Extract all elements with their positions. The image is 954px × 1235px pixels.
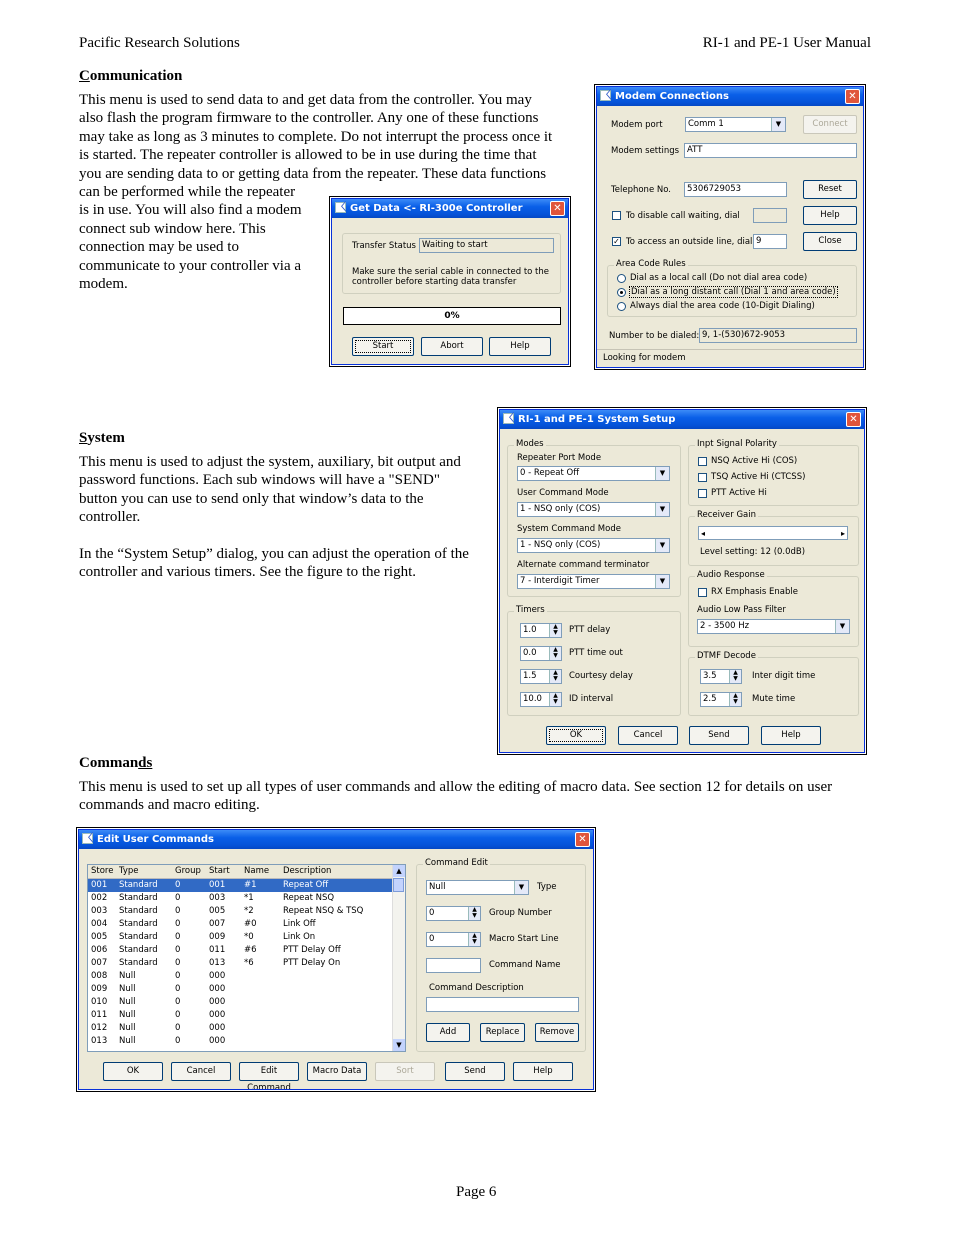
help-button[interactable]: Help — [761, 726, 821, 745]
help-button[interactable]: Help — [489, 337, 551, 356]
table-row[interactable] — [88, 983, 393, 996]
table-row[interactable] — [88, 996, 393, 1009]
rx-emphasis-checkbox[interactable] — [698, 588, 707, 597]
gain-level-text: Level setting: 12 (0.0dB) — [700, 547, 806, 557]
cell-name: #1 — [244, 880, 257, 890]
cell-type: Null — [119, 1036, 136, 1046]
start-button[interactable]: Start — [352, 337, 414, 356]
communication-heading: Communication — [79, 68, 183, 84]
cell-store: 003 — [91, 906, 108, 916]
modem-settings-label: Modem settings — [611, 146, 680, 156]
cell-store: 010 — [91, 997, 108, 1007]
table-row[interactable] — [88, 931, 393, 944]
chevron-down-icon: ▼ — [655, 539, 669, 552]
cell-type: Null — [119, 984, 136, 994]
outside-line-label: To access an outside line, dial — [626, 237, 753, 247]
cell-name: *2 — [244, 906, 254, 916]
inter-digit-spinner[interactable]: 3.5 ▲ ▼ — [700, 669, 742, 684]
cell-store: 006 — [91, 945, 108, 955]
reset-button[interactable]: Reset — [803, 180, 857, 199]
modem-help-button[interactable]: Help — [803, 206, 857, 225]
system-heading: System — [79, 430, 125, 446]
remove-button[interactable]: Remove — [535, 1023, 579, 1042]
cell-store: 002 — [91, 893, 108, 903]
cell-group: 0 — [175, 919, 181, 929]
chevron-down-icon: ▼ — [514, 881, 528, 894]
progress-bar: 0% — [343, 307, 561, 325]
close-icon[interactable]: ✕ — [846, 412, 861, 427]
cell-type: Standard — [119, 906, 158, 916]
cell-name: #0 — [244, 919, 257, 929]
cell-store: 009 — [91, 984, 108, 994]
call-waiting-label: To disable call waiting, dial — [626, 211, 740, 221]
table-row[interactable] — [88, 957, 393, 970]
spin-arrows-icon[interactable]: ▲ ▼ — [468, 907, 480, 920]
modes-group-title: Modes — [516, 439, 544, 449]
abort-button[interactable]: Abort — [421, 337, 483, 356]
id-interval-spinner[interactable]: 10.0 ▲ ▼ — [520, 692, 562, 707]
cell-type: Null — [119, 1023, 136, 1033]
cell-group: 0 — [175, 971, 181, 981]
cell-description: PTT Delay Off — [283, 945, 341, 955]
header-right: RI-1 and PE-1 User Manual — [702, 35, 871, 51]
spin-arrows-icon[interactable]: ▲ ▼ — [729, 670, 741, 683]
edit-help-button[interactable]: Help — [513, 1062, 573, 1081]
cell-group: 0 — [175, 1010, 181, 1020]
cell-type: Standard — [119, 880, 158, 890]
lowpass-select[interactable]: 2 - 3500 Hz ▼ — [697, 619, 850, 634]
setup-dialog — [499, 409, 865, 753]
spin-arrows-icon[interactable]: ▲ ▼ — [468, 933, 480, 946]
cell-group: 0 — [175, 906, 181, 916]
scroll-left-icon[interactable]: ◂ — [701, 529, 706, 538]
spin-arrows-icon[interactable]: ▲ ▼ — [549, 670, 561, 683]
chevron-down-icon: ▼ — [655, 467, 669, 480]
macro-data-button[interactable]: Macro Data — [307, 1062, 367, 1081]
user-command-label: User Command Mode — [517, 488, 609, 498]
cell-group: 0 — [175, 893, 181, 903]
col-group[interactable]: Group — [175, 866, 201, 876]
modem-close-button[interactable]: Close — [803, 232, 857, 251]
table-row[interactable] — [88, 1035, 393, 1048]
cell-description: PTT Delay On — [283, 958, 341, 968]
modem-settings-field[interactable]: ATT — [684, 143, 857, 158]
gain-scrollbar[interactable] — [698, 526, 848, 540]
modem-dialog — [596, 86, 864, 368]
transfer-message: Make sure the serial cable in connected to the controller before starting data transfer — [352, 267, 550, 287]
command-description-field[interactable] — [426, 997, 579, 1012]
cell-start: 011 — [209, 945, 226, 955]
app-icon — [335, 202, 346, 213]
cell-store: 011 — [91, 1010, 108, 1020]
area-option-radio-2[interactable] — [617, 302, 626, 311]
app-icon — [503, 413, 514, 424]
number-dialed-field: 9, 1-(530)672-9053 — [699, 328, 857, 343]
cell-store: 013 — [91, 1036, 108, 1046]
cell-start: 000 — [209, 997, 226, 1007]
inter-digit-label: Inter digit time — [752, 671, 816, 681]
connect-button[interactable]: Connect — [803, 115, 857, 134]
send-button[interactable]: Send — [689, 726, 749, 745]
courtesy-delay-label: Courtesy delay — [569, 671, 633, 681]
table-row[interactable] — [88, 879, 393, 892]
area-option-label-0: Dial as a local call (Do not dial area code) — [630, 273, 808, 283]
rx-emphasis-label: RX Emphasis Enable — [711, 587, 798, 597]
spin-arrows-icon[interactable]: ▲ ▼ — [549, 693, 561, 706]
app-icon — [600, 90, 611, 101]
page-number: Page 6 — [456, 1184, 497, 1200]
ptt-active-checkbox[interactable] — [698, 489, 707, 498]
table-row[interactable] — [88, 1009, 393, 1022]
edit-command-button[interactable]: Edit Command — [239, 1062, 299, 1081]
chevron-down-icon: ▼ — [771, 118, 785, 131]
cell-description: Repeat Off — [283, 880, 329, 890]
col-store[interactable]: Store — [91, 866, 114, 876]
edit-ok-button[interactable]: OK — [103, 1062, 163, 1081]
cell-description: Repeat NSQ & TSQ — [283, 906, 364, 916]
cell-type: Standard — [119, 945, 158, 955]
edit-cancel-button[interactable]: Cancel — [171, 1062, 231, 1081]
alt-terminator-select[interactable]: 7 - Interdigit Timer ▼ — [517, 574, 670, 589]
transfer-status-field: Waiting to start — [419, 238, 554, 253]
ptt-delay-spinner[interactable]: 1.0 ▲ ▼ — [520, 623, 562, 638]
spin-arrows-icon[interactable]: ▲ ▼ — [549, 647, 561, 660]
table-row[interactable] — [88, 918, 393, 931]
macro-start-spinner[interactable]: 0 ▲ ▼ — [426, 932, 481, 947]
user-command-select[interactable]: 1 - NSQ only (COS) ▼ — [517, 502, 670, 517]
outside-line-field[interactable]: 9 — [753, 234, 787, 249]
telephone-field[interactable]: 5306729053 — [684, 182, 787, 197]
cell-store: 007 — [91, 958, 108, 968]
table-row[interactable] — [88, 905, 393, 918]
lowpass-label: Audio Low Pass Filter — [697, 605, 786, 615]
commands-list[interactable] — [87, 864, 406, 1052]
system-body: This menu is used to adjust the system, auxiliary, bit output and password functions. Each sub windows will have a "SEND" button you can use to send only that window’s data to the controller. In the “System Setup” dialog, you can adjust the operation of the controller and various timers. See the figure to the right. — [79, 454, 469, 581]
cell-start: 000 — [209, 971, 226, 981]
ptt-timeout-label: PTT time out — [569, 648, 623, 658]
header-left: Pacific Research Solutions — [79, 35, 240, 51]
edit-title: Edit User Commands — [97, 834, 214, 845]
cell-group: 0 — [175, 997, 181, 1007]
gain-group-title: Receiver Gain — [697, 510, 757, 520]
setup-title: RI-1 and PE-1 System Setup — [518, 414, 676, 425]
system-command-select[interactable]: 1 - NSQ only (COS) ▼ — [517, 538, 670, 553]
col-start[interactable]: Start — [209, 866, 230, 876]
modem-port-select[interactable]: Comm 1 ▼ — [685, 117, 786, 132]
edit-titlebar — [79, 830, 593, 849]
command-name-field[interactable] — [426, 958, 481, 973]
area-option-label-1: Dial as a long distant call (Dial 1 and area code) — [631, 287, 836, 297]
alt-terminator-label: Alternate command terminator — [517, 560, 650, 570]
area-option-radio-1[interactable] — [617, 288, 626, 297]
get-data-titlebar — [332, 199, 568, 218]
table-row[interactable] — [88, 1022, 393, 1035]
cell-store: 008 — [91, 971, 108, 981]
scroll-up-icon[interactable]: ▲ — [393, 865, 405, 877]
replace-button[interactable]: Replace — [480, 1023, 525, 1042]
get-data-title: Get Data <- RI-300e Controller — [350, 203, 523, 214]
chevron-down-icon: ▼ — [835, 620, 849, 633]
add-button[interactable]: Add — [426, 1023, 470, 1042]
app-icon — [82, 833, 93, 844]
mute-time-spinner[interactable]: 2.5 ▲ ▼ — [700, 692, 742, 707]
cancel-button[interactable]: Cancel — [618, 726, 678, 745]
cell-store: 005 — [91, 932, 108, 942]
macro-start-label: Macro Start Line — [489, 934, 559, 944]
cell-group: 0 — [175, 1036, 181, 1046]
edit-dialog — [78, 829, 594, 1090]
ptt-timeout-spinner[interactable]: 0.0 ▲ ▼ — [520, 646, 562, 661]
table-row[interactable] — [88, 970, 393, 983]
setup-titlebar — [500, 410, 864, 429]
polarity-group-title: Inpt Signal Polarity — [697, 439, 777, 449]
cell-type: Null — [119, 997, 136, 1007]
modem-titlebar — [597, 87, 863, 106]
col-name[interactable]: Name — [244, 866, 270, 876]
tsq-active-label: TSQ Active Hi (CTCSS) — [711, 472, 806, 482]
outside-line-checkbox[interactable]: ✓ — [613, 237, 620, 246]
communication-body: This menu is used to send data to and get data from the controller. You may also flash the program firmware to the controller. Any one of these functions may take as long as 3 minutes to complete. Do not interrupt the process once it is started. The repeater controller is allowed to be in use during the time that you are sending data to or getting data from the repeater. These data functions can be performed while the repeater is in use. You will also find a modem connect sub window here. This connection may be used to communicate to your controller via a modem. — [79, 92, 553, 293]
cell-group: 0 — [175, 945, 181, 955]
cell-start: 000 — [209, 984, 226, 994]
group-number-spinner[interactable]: 0 ▲ ▼ — [426, 906, 481, 921]
modem-title: Modem Connections — [615, 91, 729, 102]
cell-description: Link Off — [283, 919, 316, 929]
ptt-delay-label: PTT delay — [569, 625, 611, 635]
tsq-active-checkbox[interactable] — [698, 473, 707, 482]
cell-name: *0 — [244, 932, 254, 942]
cell-store: 001 — [91, 880, 108, 890]
cell-type: Standard — [119, 932, 158, 942]
cell-start: 009 — [209, 932, 226, 942]
cell-start: 005 — [209, 906, 226, 916]
type-label: Type — [537, 882, 557, 892]
cell-start: 013 — [209, 958, 226, 968]
cell-store: 004 — [91, 919, 108, 929]
get-data-dialog — [331, 198, 569, 365]
cell-type: Null — [119, 1010, 136, 1020]
area-option-label-2: Always dial the area code (10-Digit Dialing) — [630, 301, 815, 311]
sort-button[interactable]: Sort — [375, 1062, 435, 1081]
list-scrollbar[interactable] — [392, 865, 405, 1051]
type-select[interactable]: Null ▼ — [426, 880, 529, 895]
nsq-active-label: NSQ Active Hi (COS) — [711, 456, 798, 466]
cell-group: 0 — [175, 1023, 181, 1033]
cell-group: 0 — [175, 984, 181, 994]
close-icon[interactable]: ✕ — [575, 832, 590, 847]
cell-group: 0 — [175, 932, 181, 942]
system-command-label: System Command Mode — [517, 524, 621, 534]
transfer-status-label: Transfer Status — [352, 241, 416, 251]
commands-heading: Commands — [79, 755, 153, 771]
cell-group: 0 — [175, 958, 181, 968]
cell-type: Standard — [119, 958, 158, 968]
close-icon[interactable]: ✕ — [550, 201, 565, 216]
repeater-port-select[interactable]: 0 - Repeat Off ▼ — [517, 466, 670, 481]
ptt-active-label: PTT Active Hi — [711, 488, 767, 498]
spin-arrows-icon[interactable]: ▲ ▼ — [729, 693, 741, 706]
col-description[interactable]: Description — [283, 866, 332, 876]
edit-send-button[interactable]: Send — [445, 1062, 505, 1081]
col-type[interactable]: Type — [119, 866, 139, 876]
cell-type: Null — [119, 971, 136, 981]
cell-group: 0 — [175, 880, 181, 890]
cell-start: 000 — [209, 1010, 226, 1020]
call-waiting-field[interactable] — [753, 208, 787, 223]
area-code-group-title: Area Code Rules — [616, 259, 686, 269]
chevron-down-icon: ▼ — [655, 575, 669, 588]
audio-group-title: Audio Response — [697, 570, 765, 580]
call-waiting-checkbox[interactable] — [612, 211, 621, 220]
id-interval-label: ID interval — [569, 694, 614, 704]
list-header — [88, 865, 405, 879]
cell-name: *6 — [244, 958, 254, 968]
gain-group — [688, 510, 859, 566]
group-number-label: Group Number — [489, 908, 552, 918]
command-edit-group-title: Command Edit — [425, 858, 488, 868]
cell-description: Repeat NSQ — [283, 893, 335, 903]
commands-body: This menu is used to set up all types of user commands and allow the editing of macro data. See section 12 for details on user commands and macro editing. — [79, 779, 833, 814]
cell-store: 012 — [91, 1023, 108, 1033]
chevron-down-icon: ▼ — [655, 503, 669, 516]
table-row[interactable] — [88, 892, 393, 905]
scroll-thumb[interactable] — [393, 878, 404, 892]
command-name-label: Command Name — [489, 960, 561, 970]
command-description-label: Command Description — [429, 983, 524, 993]
spin-arrows-icon[interactable]: ▲ ▼ — [549, 624, 561, 637]
cell-start: 000 — [209, 1036, 226, 1046]
dtmf-group-title: DTMF Decode — [697, 651, 756, 661]
cell-type: Standard — [119, 919, 158, 929]
area-option-radio-0[interactable] — [617, 274, 626, 283]
scroll-down-icon[interactable]: ▼ — [393, 1039, 405, 1051]
modem-status-bar: Looking for modem — [597, 349, 863, 366]
repeater-port-label: Repeater Port Mode — [517, 453, 602, 463]
nsq-active-checkbox[interactable] — [698, 457, 707, 466]
ok-button[interactable]: OK — [546, 726, 606, 745]
number-dialed-label: Number to be dialed: — [609, 331, 700, 341]
cell-start: 000 — [209, 1023, 226, 1033]
cell-start: 003 — [209, 893, 226, 903]
scroll-right-icon[interactable]: ▸ — [840, 529, 845, 538]
cell-start: 001 — [209, 880, 226, 890]
timers-group-title: Timers — [516, 605, 545, 615]
cell-type: Standard — [119, 893, 158, 903]
dtmf-group — [688, 651, 859, 716]
cell-start: 007 — [209, 919, 226, 929]
cell-name: *1 — [244, 893, 254, 903]
cell-name: #6 — [244, 945, 257, 955]
courtesy-delay-spinner[interactable]: 1.5 ▲ ▼ — [520, 669, 562, 684]
table-row[interactable] — [88, 944, 393, 957]
close-icon[interactable]: ✕ — [845, 89, 860, 104]
telephone-label: Telephone No. — [611, 185, 671, 195]
cell-description: Link On — [283, 932, 316, 942]
modem-port-label: Modem port — [611, 120, 663, 130]
mute-time-label: Mute time — [752, 694, 796, 704]
